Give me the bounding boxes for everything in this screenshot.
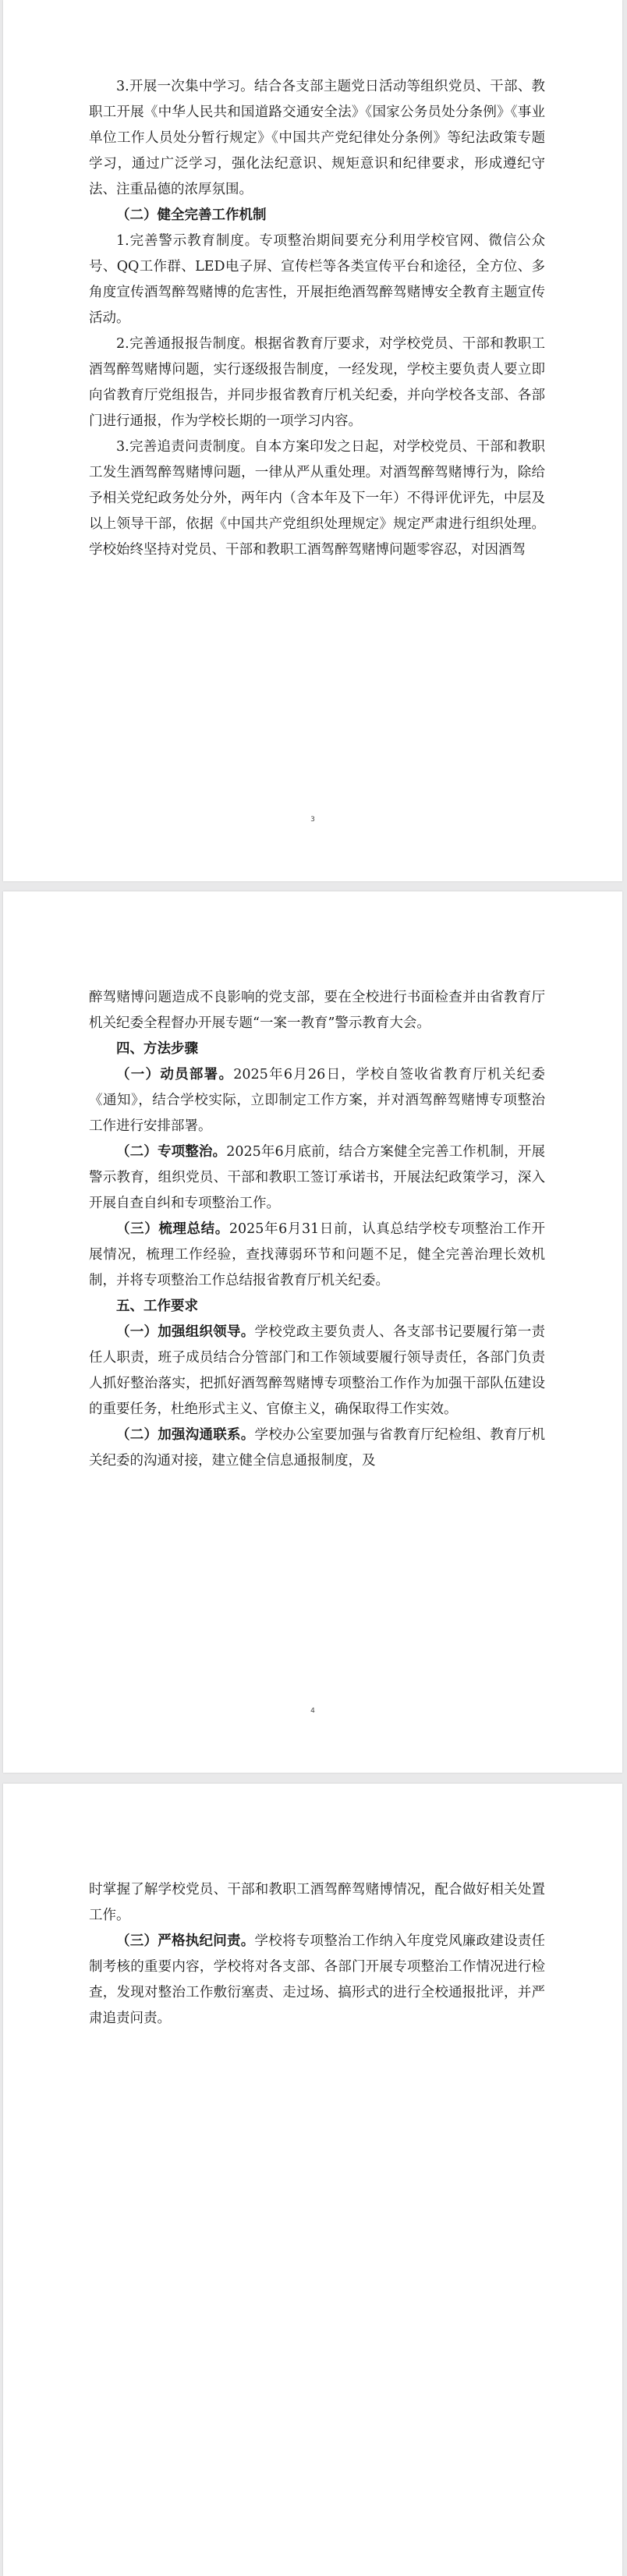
paragraph [89, 1139, 545, 1217]
paragraph: 1.完善警示教育制度。专项整治期间要充分利用学校官网、微信公众号、QQ工作群、LED电子屏、宣传栏等各类宣传平台和途径，全方位、多角度宣传酒驾醉驾赌博的危害性，开展拒绝酒驾醉驾赌博安全教育主题宣传活动。 [89, 233, 545, 326]
paragraph: 3.开展一次集中学习。结合各支部主题党日活动等组织党员、干部、教职工开展《中华人民共和国道路交通安全法》《国家公务员处分条例》《事业单位工作人员处分暂行规定》《中国共产党纪律处分条例》等纪法政策专题学习，通过广泛学习，强化法纪意识、规矩意识和纪律要求，形成遵纪守法、注重品德的浓厚氛围。 [89, 79, 545, 197]
section-heading: 五、工作要求 [116, 1299, 198, 1314]
paragraph-lead: （三）梳理总结。 [116, 1221, 229, 1237]
document-page-3 [3, 0, 622, 881]
paragraph: 2.完善通报报告制度。根据省教育厅要求，对学校党员、干部和教职工酒驾醉驾赌博问题，实行逐级报告制度，一经发现，学校主要负责人要立即向省教育厅党组报告，并同步报省教育厅机关纪委，并向学校各支部、各部门进行通报，作为学校长期的一项学习内容。 [89, 336, 545, 429]
paragraph-text: 2025年6月31日前，认真总结学校专项整治工作开展情况，梳理工作经验，查找薄弱环节和问题不足，健全完善治理长效机制，并将专项整治工作总结报省教育厅机关纪委。 [89, 1221, 545, 1288]
document-page-5 [3, 1784, 622, 2576]
paragraph [89, 1217, 545, 1294]
page-number: 3 [310, 816, 315, 824]
paragraph-lead: （一）加强组织领导。 [116, 1324, 255, 1340]
paragraph: 时掌握了解学校党员、干部和教职工酒驾醉驾赌博情况，配合做好相关处置工作。 [89, 1882, 545, 1923]
paragraph-text: 学校党政主要负责人、各支部书记要履行第一责任人职责，班子成员结合分管部门和工作领域要履行领导责任，各部门负责人抓好整治落实，把抓好酒驾醉驾赌博专项整治工作作为加强干部队伍建设的重要任务，杜绝形式主义、官僚主义，确保取得工作实效。 [89, 1324, 545, 1417]
paragraph [89, 1062, 545, 1139]
paragraph: 醉驾赌博问题造成不良影响的党支部，要在全校进行书面检查并由省教育厅机关纪委全程督办开展专题“一案一教育”警示教育大会。 [89, 990, 545, 1031]
paragraph-text: 2025年6月26日，学校自签收省教育厅机关纪委《通知》，结合学校实际，立即制定工作方案，并对酒驾醉驾赌博专项整治工作进行安排部署。 [89, 1067, 546, 1134]
paragraph-lead: （二）专项整治。 [116, 1144, 227, 1160]
paragraph-text: 学校办公室要加强与省教育厅纪检组、教育厅机关纪委的沟通对接，建立健全信息通报制度，及 [89, 1427, 545, 1469]
page-number: 4 [310, 1707, 315, 1715]
paragraph-lead: （二）加强沟通联系。 [116, 1427, 255, 1443]
page-4-body [89, 985, 545, 1474]
paragraph [89, 1423, 545, 1474]
paragraph-text: 学校将专项整治工作纳入年度党风廉政建设责任制考核的重要内容，学校将对各支部、各部门开展专项整治工作情况进行检查，发现对整治工作敷衍塞责、走过场、搞形式的进行全校通报批评，并严肃追责问责。 [89, 1933, 545, 2026]
document-page-4 [3, 891, 622, 1773]
paragraph-text: 2025年6月底前，结合方案健全完善工作机制，开展警示教育，组织党员、干部和教职工签订承诺书，开展法纪政策学习，深入开展自查自纠和专项整治工作。 [89, 1144, 546, 1211]
paragraph: 3.完善追责问责制度。自本方案印发之日起，对学校党员、干部和教职工发生酒驾醉驾赌博问题，一律从严从重处理。对酒驾醉驾赌博行为，除给予相关党纪政务处分外，两年内（含本年及下一年）不得评优评先，中层及以上领导干部，依据《中国共产党组织处理规定》规定严肃进行组织处理。学校始终坚持对党员、干部和教职工酒驾醉驾赌博问题零容忍，对因酒驾 [89, 439, 545, 558]
paragraph [89, 1320, 545, 1423]
paragraph-lead: （三）严格执纪问责。 [116, 1933, 255, 1949]
section-subheading: （二）健全完善工作机制 [116, 207, 267, 223]
page-3-body [89, 74, 545, 563]
paragraph-lead: （一）动员部署。 [116, 1067, 234, 1082]
paragraph [89, 1929, 545, 2032]
page-5-body [89, 1877, 545, 2032]
section-heading: 四、方法步骤 [116, 1041, 198, 1057]
